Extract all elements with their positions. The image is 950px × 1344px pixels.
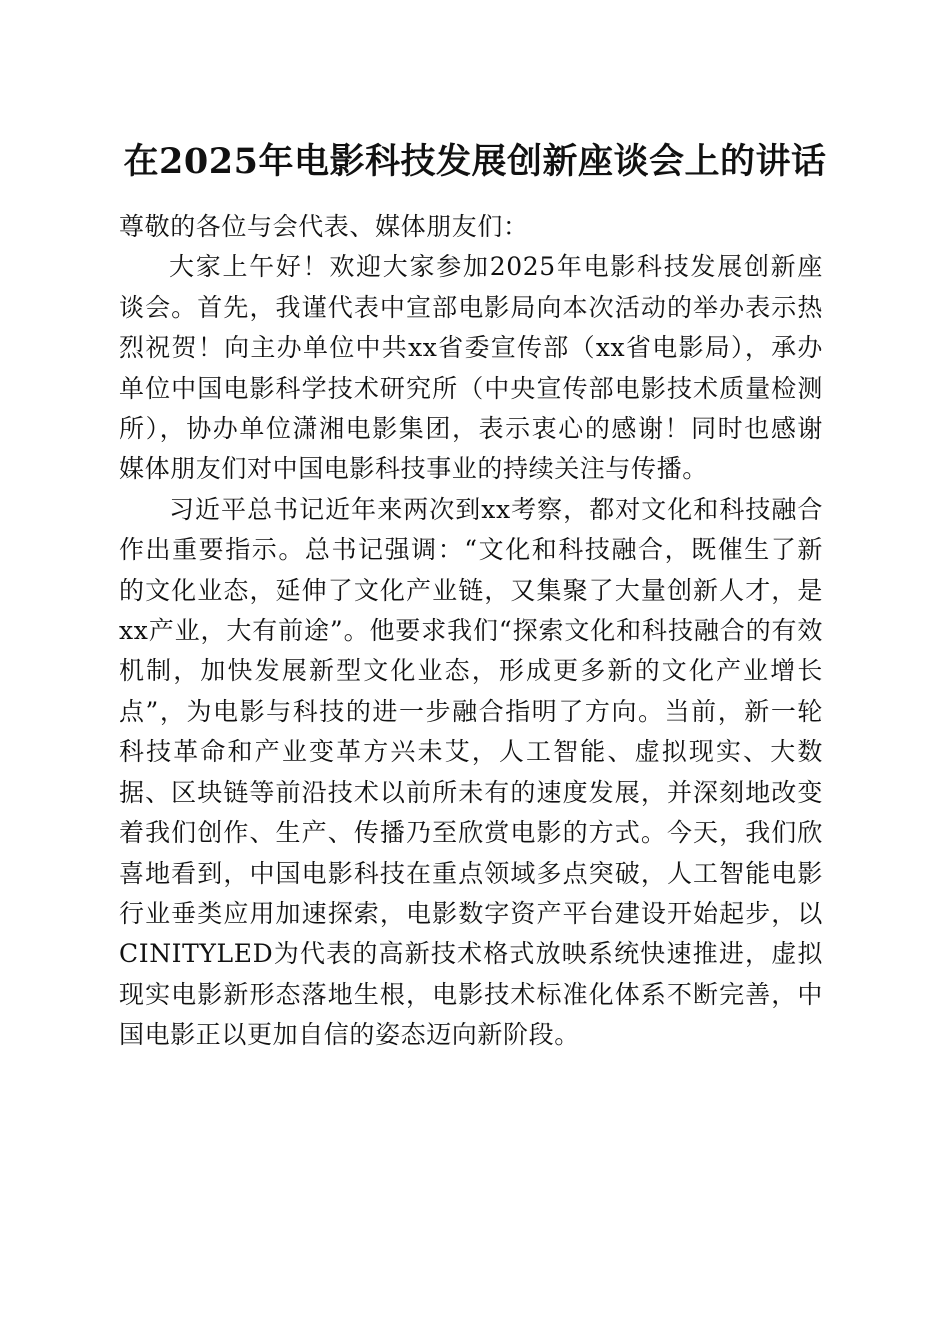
salutation: 尊敬的各位与会代表、媒体朋友们：: [119, 212, 529, 241]
document-title: 在2025年电影科技发展创新座谈会上的讲话: [123, 141, 827, 182]
paragraph-opening: 大家上午好！欢迎大家参加2025年电影科技发展创新座谈会。首先，我谨代表中宣部电影局向本次活动的举办表示热烈祝贺！向主办单位中共xx省委宣传部（xx省电影局），承办单位中国电影科学技术研究所（中央宣传部电影技术质量检测所），协办单位潇湘电影集团，表示衷心的感谢！同时也感谢媒体朋友们对中国电影科技事业的持续关注与传播。: [119, 252, 823, 484]
document-body: [119, 207, 823, 1056]
paragraph-main: 习近平总书记近年来两次到xx考察，都对文化和科技融合作出重要指示。总书记强调：“文化和科技融合，既催生了新的文化业态，延伸了文化产业链，又集聚了大量创新人才，是xx产业，大有前途”。他要求我们“探索文化和科技融合的有效机制，加快发展新型文化业态，形成更多新的文化产业增长点”，为电影与科技的进一步融合指明了方向。当前，新一轮科技革命和产业变革方兴未艾，人工智能、虚拟现实、大数据、区块链等前沿技术以前所未有的速度发展，并深刻地改变着我们创作、生产、传播乃至欣赏电影的方式。今天，我们欣喜地看到，中国电影科技在重点领域多点突破，人工智能电影行业垂类应用加速探索，电影数字资产平台建设开始起步，以CINITYLED为代表的高新技术格式放映系统快速推进，虚拟现实电影新形态落地生根，电影技术标准化体系不断完善，中国电影正以更加自信的姿态迈向新阶段。: [119, 494, 823, 1050]
